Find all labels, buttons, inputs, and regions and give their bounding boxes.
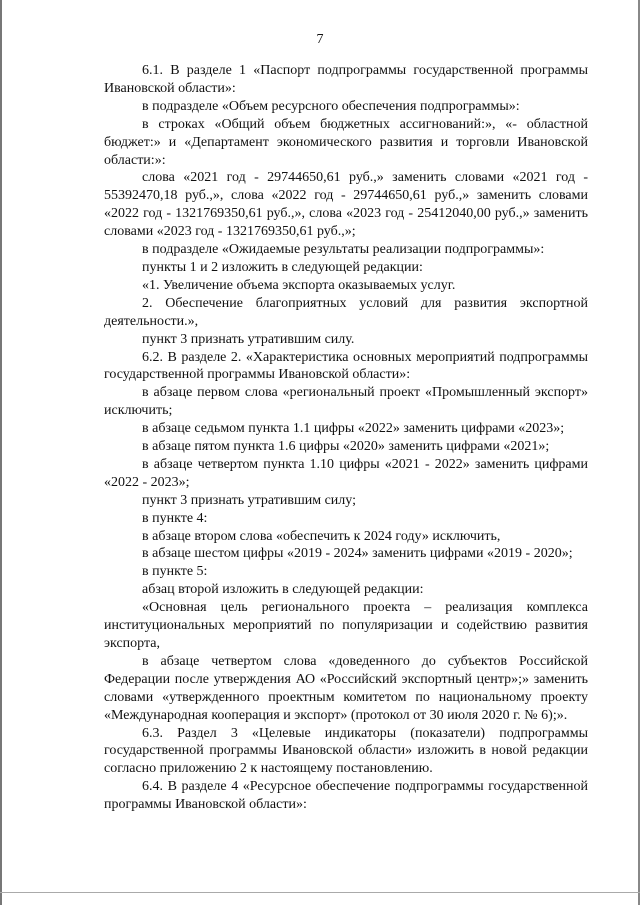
paragraph: в абзаце четвертом пункта 1.10 цифры «2021 - 2022» заменить цифрами «2022 - 2023»;: [104, 456, 588, 490]
paragraph: слова «2021 год - 29744650,61 руб.,» заменить словами «2021 год - 55392470,18 руб.,», слова «2022 год - 29744650,61 руб.,» заменить словами «2022 год - 1321769350,61 руб.,», слова «2023 год - 25412040,00 руб.,» заменить словами «2023 год - 1321769350,61 руб.,»;: [104, 170, 588, 240]
paragraph: в абзаце четвертом слова «доведенного до субъектов Российской Федерации после утверждения АО «Российский экспортный центр»;» заменить словами «утвержденного проектным комитетом по национальному проекту «Международная кооперация и экспорт» (протокол от 30 июля 2020 г. № 6);».: [104, 653, 588, 723]
paragraph-6-4: 6.4. В разделе 4 «Ресурсное обеспечение подпрограммы государственной программы Ивановской области»:: [104, 779, 588, 813]
scan-border-bottom: [0, 892, 640, 893]
paragraph: в абзаце первом слова «региональный проект «Промышленный экспорт» исключить;: [104, 385, 588, 419]
paragraph: в абзаце втором слова «обеспечить к 2024 году» исключить,: [142, 528, 501, 544]
scan-border-left: [0, 0, 2, 905]
document-body: [104, 62, 588, 814]
paragraph: пункт 3 признать утратившим силу.: [142, 331, 355, 347]
paragraph: 2. Обеспечение благоприятных условий для развития экспортной деятельности.»,: [104, 295, 588, 329]
paragraph: в подразделе «Объем ресурсного обеспечения подпрограммы»:: [142, 98, 520, 114]
paragraph: в пункте 4:: [142, 510, 208, 526]
paragraph: в абзаце седьмом пункта 1.1 цифры «2022» заменить цифрами «2023»;: [142, 421, 565, 437]
page-number: 7: [316, 32, 324, 47]
paragraph: в строках «Общий объем бюджетных ассигнований:», «- областной бюджет:» и «Департамент экономического развития и торговли Ивановской области:»:: [104, 116, 588, 168]
paragraph: пункт 3 признать утратившим силу;: [142, 492, 356, 508]
paragraph-6-3: 6.3. Раздел 3 «Целевые индикаторы (показатели) подпрограммы государственной программы Ивановской области» изложить в новой редакции согласно приложению 2 к настоящему постановлению.: [104, 725, 588, 777]
paragraph: «Основная цель регионального проекта – реализация комплекса институциональных мероприятий по популяризации и содействию развития экспорта,: [104, 600, 588, 651]
paragraph: абзац второй изложить в следующей редакции:: [142, 582, 424, 598]
paragraph: в абзаце пятом пункта 1.6 цифры «2020» заменить цифрами «2021»;: [142, 439, 550, 455]
paragraph: в подразделе «Ожидаемые результаты реализации подпрограммы»:: [142, 242, 545, 258]
paragraph-6-1: 6.1. В разделе 1 «Паспорт подпрограммы государственной программы Ивановской области»:: [104, 63, 588, 96]
paragraph: в абзаце шестом цифры «2019 - 2024» заменить цифрами «2019 - 2020»;: [142, 546, 573, 562]
paragraph: в пункте 5:: [142, 564, 208, 580]
paragraph: пункты 1 и 2 изложить в следующей редакции:: [142, 259, 423, 275]
paragraph: «1. Увеличение объема экспорта оказываемых услуг.: [142, 277, 456, 293]
paragraph-6-2: 6.2. В разделе 2. «Характеристика основных мероприятий подпрограммы государственной программы Ивановской области»:: [104, 349, 588, 383]
